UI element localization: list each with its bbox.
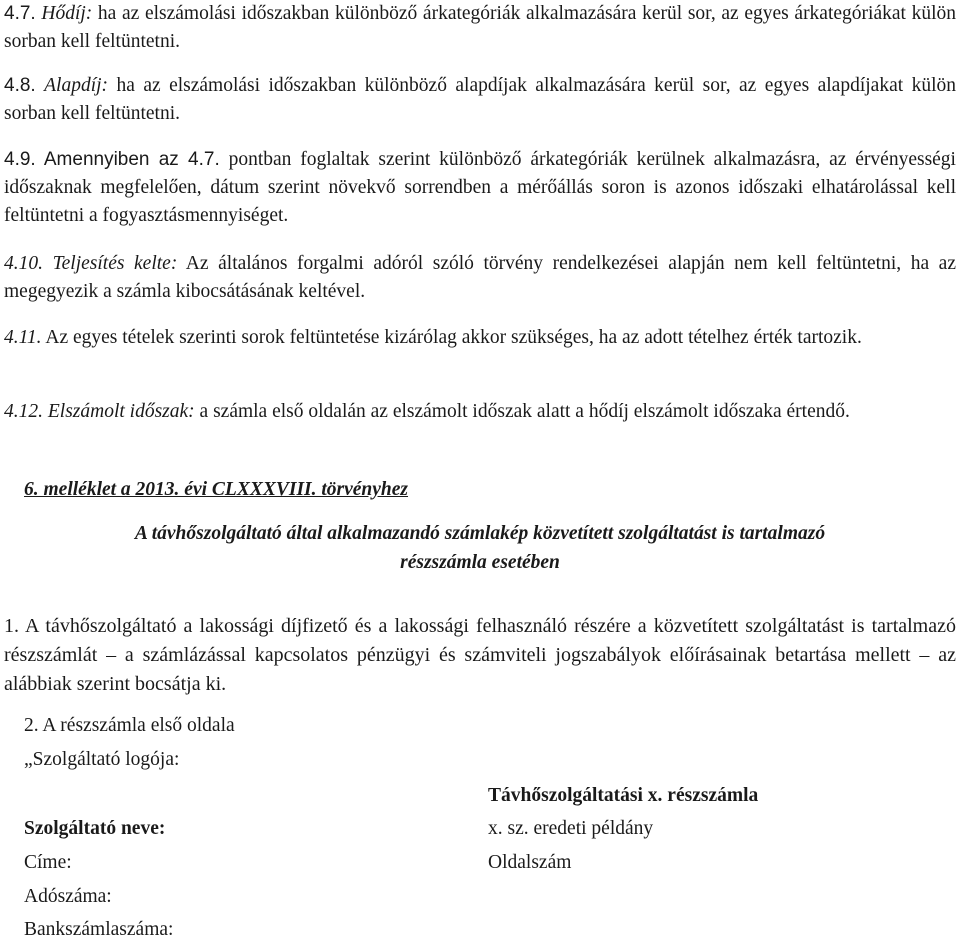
paragraph-4-9 (4, 146, 956, 230)
bank-account-label: Bankszámlaszáma: (24, 919, 174, 940)
paragraph-number: 4.12. (4, 401, 43, 422)
section-title-line-1: A távhőszolgáltató által alkalmazandó számlakép közvetített szolgáltatást is tartalmazó (134, 523, 826, 544)
paragraph-text: Az általános forgalmi adóról szóló törvény rendelkezései alapján nem kell feltüntetni, ha az megegyezik a számla kibocsátásának keltével. (4, 253, 956, 302)
paragraph-4-8 (4, 72, 956, 128)
annex-heading: 6. melléklet a 2013. évi CLXXXVIII. törvényhez (24, 479, 409, 500)
paragraph-label: Teljesítés kelte: (52, 253, 178, 274)
paragraph-4-7 (4, 0, 956, 56)
section-title-line-2: részszámla esetében (400, 552, 560, 573)
paragraph-text: ha az elszámolási időszakban különböző alapdíjak alkalmazására kerül sor, az egyes alapdíjakat külön sorban kell feltüntetni. (4, 75, 956, 124)
paragraph-label: Alapdíj: (44, 75, 109, 96)
page-number-label: Oldalszám (488, 852, 572, 873)
paragraph-text: ha az elszámolási időszakban különböző árkategóriák alkalmazására kerül sor, az egyes árkategóriákat külön sorban kell feltüntetni. (4, 3, 956, 52)
paragraph-1: 1. A távhőszolgáltató a lakossági díjfizető és a lakossági felhasználó részére a közvetített szolgáltatást is tartalmazó részszámlát – a számlázással kapcsolatos pénzügyi és számviteli jogszabályok előírásainak betartása mellett – az alábbiak szerint bocsátja ki. (4, 615, 956, 695)
paragraph-number: 4.8. (4, 75, 36, 96)
logo-label: „Szolgáltató logója: (24, 749, 180, 770)
paragraph-number: 4.10. (4, 253, 43, 274)
paragraph-number: 4.7. (4, 3, 36, 24)
paragraph-text: pontban foglaltak szerint különböző árkategóriák kerülnek alkalmazásra, az érvényességi időszaknak megfelelően, dátum szerint növekvő sorrendben a mérőállás soron is azonos időszaki elhatárolással kell feltüntetni a fogyasztásmennyiséget. (4, 149, 956, 226)
paragraph-4-10 (4, 250, 956, 306)
tax-number-label: Adószáma: (24, 886, 112, 907)
paragraph-text: a számla első oldalán az elszámolt időszak alatt a hődíj elszámolt időszaka értendő. (194, 401, 850, 422)
address-label: Címe: (24, 852, 72, 873)
paragraph-number: 4.11. (4, 327, 42, 348)
paragraph-4-11 (4, 324, 956, 352)
paragraph-2: 2. A részszámla első oldala (24, 715, 235, 736)
provider-name-label: Szolgáltató neve: (24, 818, 166, 839)
paragraph-label: Hődíj: (41, 3, 93, 24)
paragraph-lead: 4.9. Amennyiben az 4.7. (4, 149, 220, 170)
copy-label: x. sz. eredeti példány (488, 818, 654, 839)
paragraph-label: Elszámolt időszak: (47, 401, 195, 422)
paragraph-text: Az egyes tételek szerinti sorok feltüntetése kizárólag akkor szükséges, ha az adott tételhez érték tartozik. (41, 327, 862, 348)
invoice-title: Távhőszolgáltatási x. részszámla (488, 785, 759, 806)
paragraph-4-12 (4, 398, 956, 426)
